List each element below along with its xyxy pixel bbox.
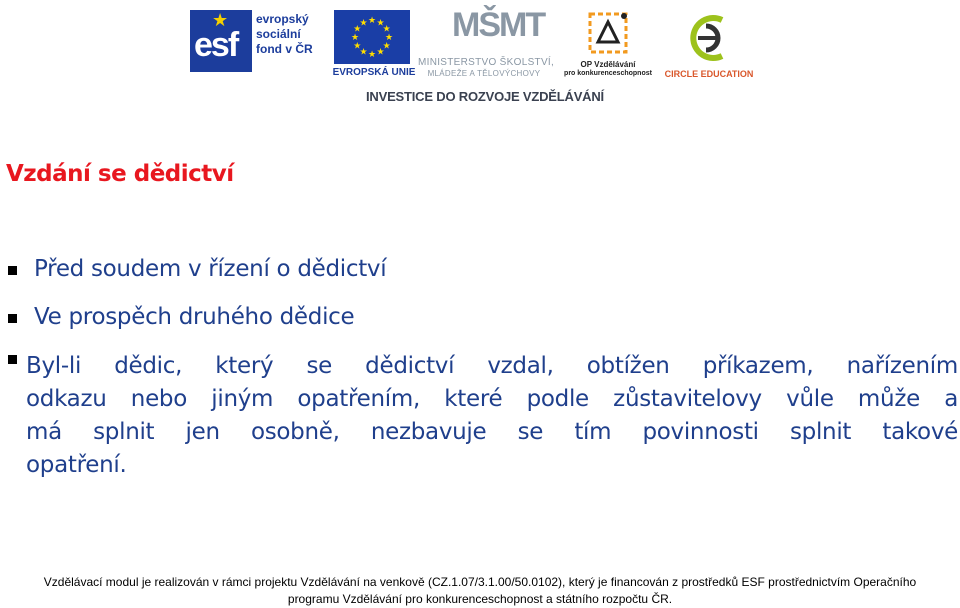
circle-education-logo bbox=[664, 10, 754, 82]
eu-star-icon: ★ bbox=[359, 47, 368, 58]
footer-line-1: Vzdělávací modul je realizován v rámci projektu Vzdělávání na venkově (CZ.1.07/3.1.00/50.0102), který je financován z prostředků ESF prostřednictvím Operačního bbox=[43, 575, 917, 589]
esf-line-3: fond v ČR bbox=[256, 42, 313, 56]
op-line-1: OP Vzdělávání bbox=[580, 60, 636, 69]
footer-line-2: programu Vzdělávání pro konkurenceschopnost a státního rozpočtu ČR. bbox=[287, 592, 673, 606]
circle-mark-icon bbox=[684, 10, 734, 66]
msmt-line-2: MLÁDEŽE A TĚLOVÝCHOVY bbox=[427, 69, 541, 78]
eu-star-icon: ★ bbox=[350, 33, 360, 43]
circle-caption: CIRCLE EDUCATION bbox=[664, 69, 754, 79]
star-icon: ★ bbox=[212, 10, 229, 31]
eu-star-icon: ★ bbox=[382, 24, 391, 35]
esf-line-2: sociální bbox=[256, 27, 301, 41]
esf-logo bbox=[190, 10, 328, 80]
investice-banner: INVESTICE DO ROZVOJE VZDĚLÁVÁNÍ bbox=[366, 89, 604, 104]
eu-star-icon: ★ bbox=[359, 18, 368, 29]
eu-star-icon: ★ bbox=[353, 24, 362, 35]
square-bullet-icon bbox=[8, 266, 17, 275]
square-bullet-icon bbox=[8, 355, 17, 364]
esf-text bbox=[256, 12, 328, 57]
logo-strip bbox=[0, 0, 960, 110]
eu-logo bbox=[332, 10, 414, 80]
msmt-mark: MŠMT bbox=[452, 6, 545, 44]
eu-star-icon: ★ bbox=[376, 47, 385, 58]
bullet-3-line-4: opatření. bbox=[26, 452, 127, 478]
op-logo bbox=[562, 8, 654, 80]
bullet-item-1: Před soudem v řízení o dědictví bbox=[34, 256, 387, 282]
slide-title: Vzdání se dědictví bbox=[6, 161, 234, 187]
eu-star-icon: ★ bbox=[384, 33, 394, 43]
bullet-item-2: Ve prospěch druhého dědice bbox=[34, 304, 355, 330]
eu-star-icon: ★ bbox=[367, 16, 377, 26]
eu-star-icon: ★ bbox=[376, 18, 385, 29]
bullet-3-line-2: odkazu nebo jiným opatřením, které podle zůstavitelovy vůle může a bbox=[26, 386, 958, 412]
eu-stars-icon bbox=[334, 10, 410, 64]
footer bbox=[0, 574, 960, 608]
square-bullet-icon bbox=[8, 314, 17, 323]
esf-mark: esf bbox=[194, 26, 238, 64]
bullet-3-line-1: Byl-li dědic, který se dědictví vzdal, obtížen příkazem, nařízením bbox=[26, 353, 958, 379]
msmt-line-1: MINISTERSTVO ŠKOLSTVÍ, bbox=[418, 57, 555, 68]
eu-star-icon: ★ bbox=[367, 50, 377, 60]
bullet-item-3 bbox=[26, 350, 958, 482]
eu-star-icon: ★ bbox=[382, 41, 391, 52]
eu-flag-icon bbox=[334, 10, 410, 64]
esf-line-1: evropský bbox=[256, 12, 309, 26]
bullet-3-line-3: má splnit jen osobně, nezbavuje se tím povinnosti splnit takové bbox=[26, 419, 958, 445]
op-mark-icon bbox=[584, 8, 632, 58]
msmt-logo bbox=[418, 6, 555, 80]
eu-star-icon: ★ bbox=[353, 41, 362, 52]
op-line-2: pro konkurenceschopnost bbox=[564, 70, 652, 77]
eu-caption: EVROPSKÁ UNIE bbox=[332, 67, 416, 78]
